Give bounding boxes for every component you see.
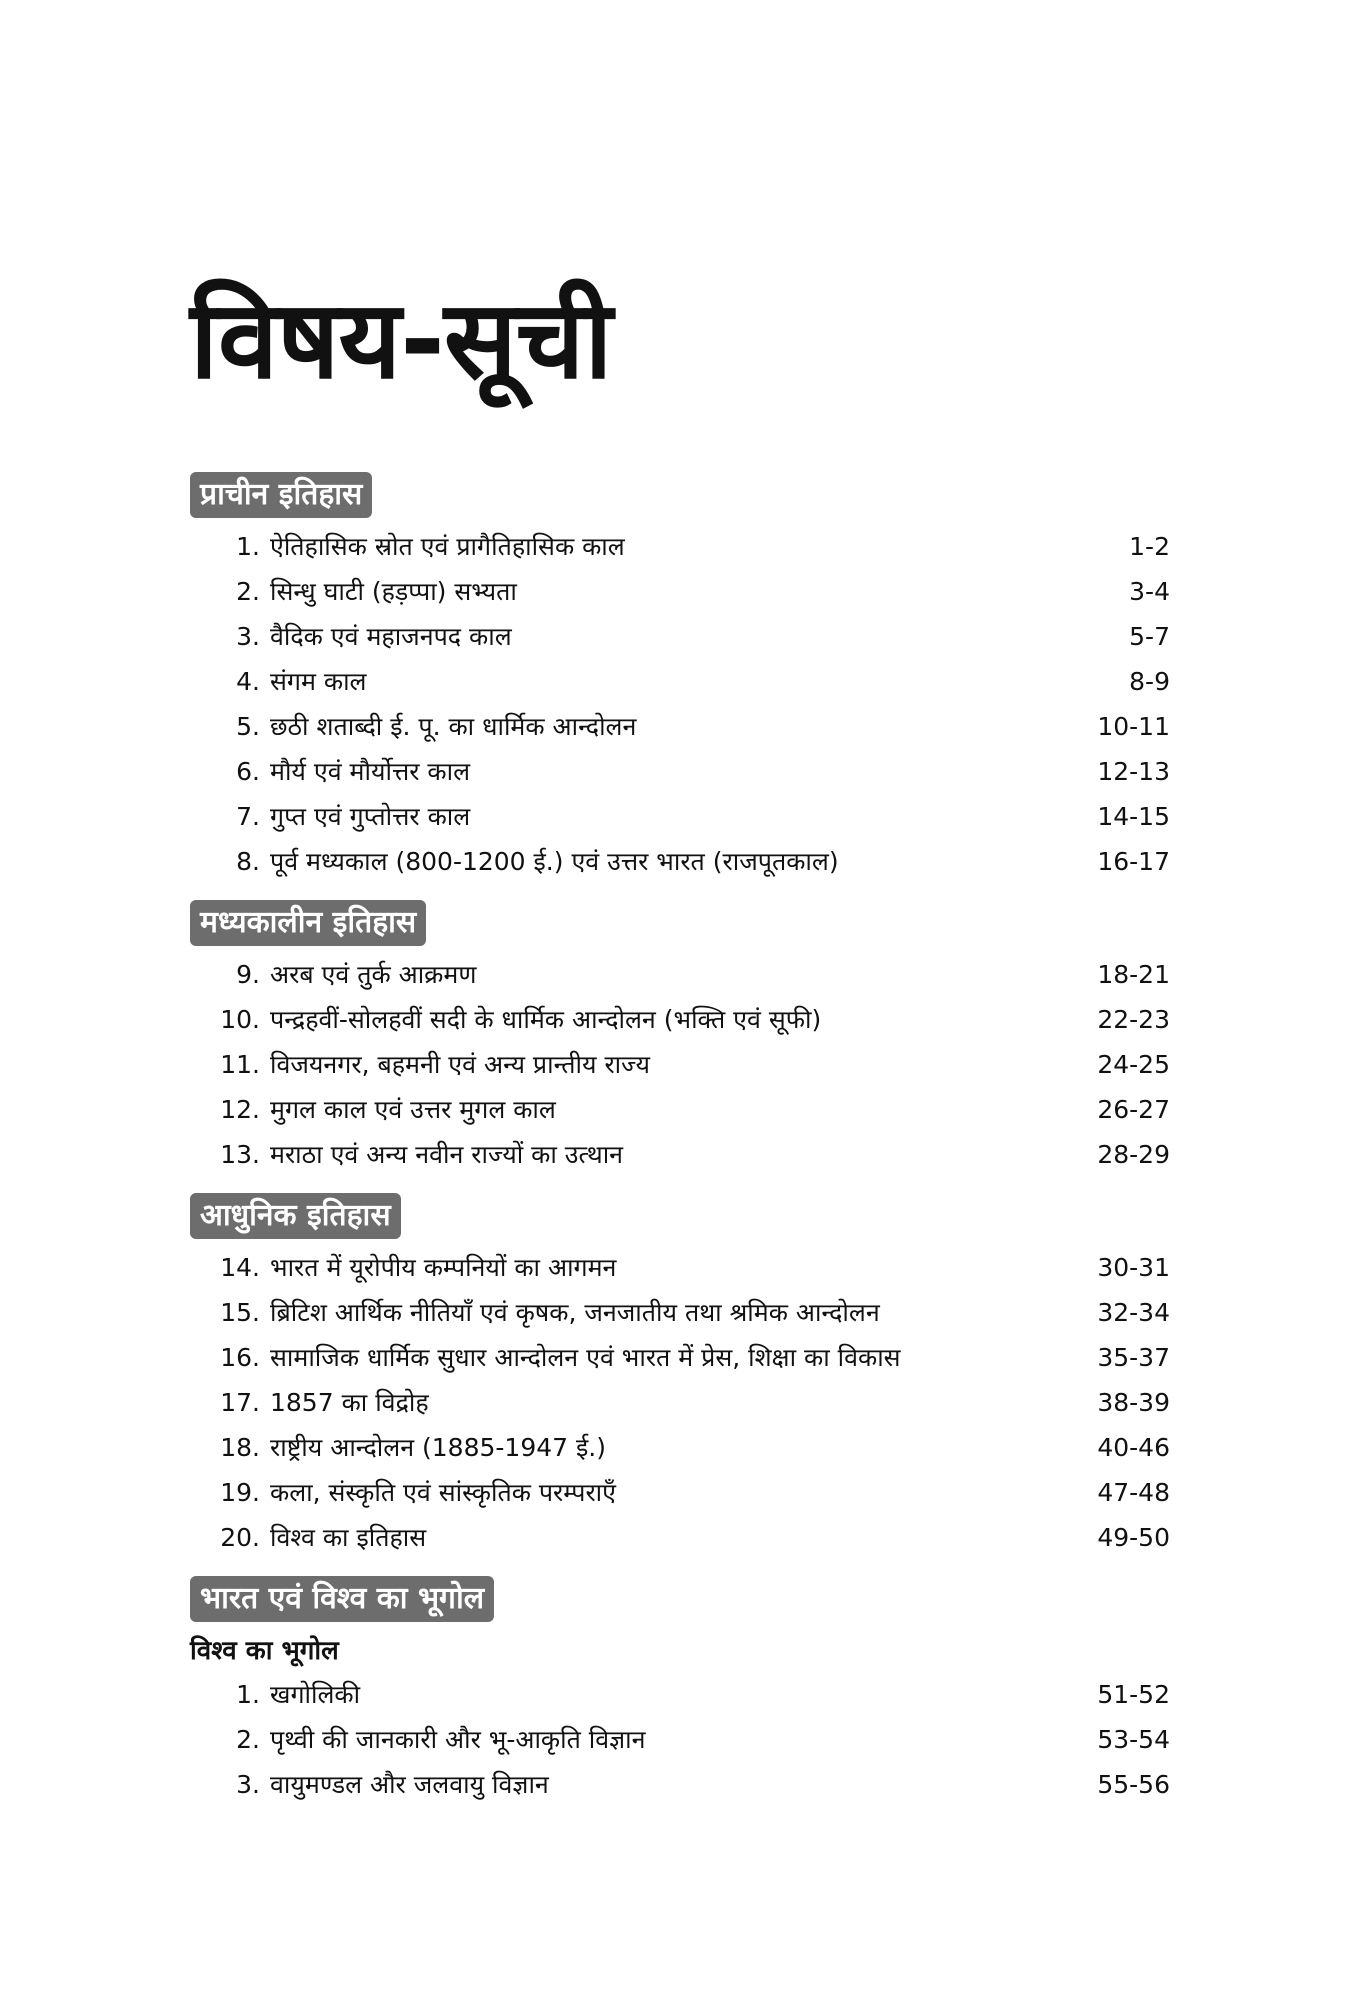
entry-title: अरब एवं तुर्क आक्रमण [270, 960, 477, 989]
entry-number: 20. [220, 1523, 260, 1552]
entry-number: 12. [220, 1095, 260, 1124]
entry-title: पूर्व मध्यकाल (800-1200 ई.) एवं उत्तर भारत (राजपूतकाल) [270, 847, 839, 876]
entry-page-range: 32-34 [1097, 1298, 1170, 1327]
entry-page-range: 10-11 [1097, 712, 1170, 741]
entry-number: 11. [220, 1050, 260, 1079]
entry-number: 9. [236, 960, 260, 989]
page-title: विषय-सूची [190, 278, 612, 403]
toc-section [190, 1576, 1170, 1807]
entry-number: 2. [236, 577, 260, 606]
toc-entry [190, 1717, 1170, 1762]
entry-title: विजयनगर, बहमनी एवं अन्य प्रान्तीय राज्य [270, 1050, 650, 1079]
entry-number: 16. [220, 1343, 260, 1372]
entry-number: 13. [220, 1140, 260, 1169]
entry-page-range: 40-46 [1097, 1433, 1170, 1462]
entry-title: खगोलिकी [270, 1680, 361, 1709]
toc-entry [190, 614, 1170, 659]
entry-page-range: 1-2 [1129, 532, 1170, 561]
table-of-contents [190, 472, 1170, 1823]
entry-page-range: 30-31 [1097, 1253, 1170, 1282]
entry-number: 3. [236, 622, 260, 651]
entry-title: मराठा एवं अन्य नवीन राज्यों का उत्थान [270, 1140, 624, 1169]
entry-page-range: 24-25 [1097, 1050, 1170, 1079]
section-heading: भारत एवं विश्व का भूगोल [190, 1576, 494, 1622]
toc-entry [190, 524, 1170, 569]
entry-page-range: 55-56 [1097, 1770, 1170, 1799]
entry-title: मौर्य एवं मौर्योत्तर काल [270, 757, 471, 786]
toc-entry [190, 1470, 1170, 1515]
toc-entry [190, 749, 1170, 794]
entry-title: 1857 का विद्रोह [270, 1388, 429, 1417]
entry-number: 3. [236, 1770, 260, 1799]
entry-title: वायुमण्डल और जलवायु विज्ञान [270, 1770, 549, 1799]
toc-entry [190, 1245, 1170, 1290]
entry-title: पृथ्वी की जानकारी और भू-आकृति विज्ञान [270, 1725, 646, 1754]
entry-title: विश्व का इतिहास [270, 1523, 427, 1552]
toc-entry [190, 794, 1170, 839]
entry-title: सामाजिक धार्मिक सुधार आन्दोलन एवं भारत में प्रेस, शिक्षा का विकास [270, 1343, 901, 1372]
toc-entry [190, 1762, 1170, 1807]
entry-number: 5. [236, 712, 260, 741]
entry-title: राष्ट्रीय आन्दोलन (1885-1947 ई.) [270, 1433, 606, 1462]
toc-entry [190, 1042, 1170, 1087]
entry-number: 1. [236, 1680, 260, 1709]
entry-number: 14. [220, 1253, 260, 1282]
entry-title: वैदिक एवं महाजनपद काल [270, 622, 512, 651]
entry-number: 4. [236, 667, 260, 696]
entry-title: छठी शताब्दी ई. पू. का धार्मिक आन्दोलन [270, 712, 637, 741]
entry-title: संगम काल [270, 667, 367, 696]
entry-number: 7. [236, 802, 260, 831]
entry-page-range: 26-27 [1097, 1095, 1170, 1124]
toc-entry [190, 1672, 1170, 1717]
entry-title: सिन्धु घाटी (हड़प्पा) सभ्यता [270, 577, 517, 606]
entry-page-range: 38-39 [1097, 1388, 1170, 1417]
toc-entry [190, 997, 1170, 1042]
entry-page-range: 18-21 [1097, 960, 1170, 989]
toc-entry [190, 1425, 1170, 1470]
entry-title: गुप्त एवं गुप्तोत्तर काल [270, 802, 471, 831]
entry-page-range: 53-54 [1097, 1725, 1170, 1754]
toc-entry [190, 569, 1170, 614]
subsection-heading: विश्व का भूगोल [190, 1636, 339, 1666]
entry-number: 18. [220, 1433, 260, 1462]
entry-number: 15. [220, 1298, 260, 1327]
entry-page-range: 51-52 [1097, 1680, 1170, 1709]
entry-number: 10. [220, 1005, 260, 1034]
entry-title: ऐतिहासिक स्रोत एवं प्रागैतिहासिक काल [270, 532, 625, 561]
entry-number: 2. [236, 1725, 260, 1754]
section-heading: मध्यकालीन इतिहास [190, 900, 426, 946]
entry-page-range: 12-13 [1097, 757, 1170, 786]
toc-entry [190, 704, 1170, 749]
entry-page-range: 8-9 [1129, 667, 1170, 696]
toc-entry [190, 1132, 1170, 1177]
entry-page-range: 49-50 [1097, 1523, 1170, 1552]
toc-section [190, 900, 1170, 1177]
entry-title: ब्रिटिश आर्थिक नीतियाँ एवं कृषक, जनजातीय तथा श्रमिक आन्दोलन [270, 1298, 880, 1327]
section-heading: आधुनिक इतिहास [190, 1193, 401, 1239]
entry-page-range: 28-29 [1097, 1140, 1170, 1169]
entry-page-range: 16-17 [1097, 847, 1170, 876]
entry-page-range: 47-48 [1097, 1478, 1170, 1507]
entry-number: 19. [220, 1478, 260, 1507]
entry-page-range: 3-4 [1129, 577, 1170, 606]
entry-title: मुगल काल एवं उत्तर मुगल काल [270, 1095, 556, 1124]
section-heading: प्राचीन इतिहास [190, 472, 372, 518]
toc-entry [190, 1335, 1170, 1380]
entry-number: 1. [236, 532, 260, 561]
entry-page-range: 22-23 [1097, 1005, 1170, 1034]
toc-entry [190, 839, 1170, 884]
toc-section [190, 472, 1170, 884]
entry-page-range: 14-15 [1097, 802, 1170, 831]
toc-entry [190, 1380, 1170, 1425]
entry-number: 8. [236, 847, 260, 876]
entry-title: पन्द्रहवीं-सोलहवीं सदी के धार्मिक आन्दोलन (भक्ति एवं सूफी) [270, 1005, 822, 1034]
entry-title: भारत में यूरोपीय कम्पनियों का आगमन [270, 1253, 617, 1282]
entry-number: 6. [236, 757, 260, 786]
entry-number: 17. [220, 1388, 260, 1417]
toc-entry [190, 1515, 1170, 1560]
entry-title: कला, संस्कृति एवं सांस्कृतिक परम्पराएँ [270, 1478, 616, 1507]
toc-entry [190, 1087, 1170, 1132]
toc-entry [190, 1290, 1170, 1335]
toc-entry [190, 659, 1170, 704]
entry-page-range: 5-7 [1129, 622, 1170, 651]
toc-entry [190, 952, 1170, 997]
entry-page-range: 35-37 [1097, 1343, 1170, 1372]
toc-section [190, 1193, 1170, 1560]
